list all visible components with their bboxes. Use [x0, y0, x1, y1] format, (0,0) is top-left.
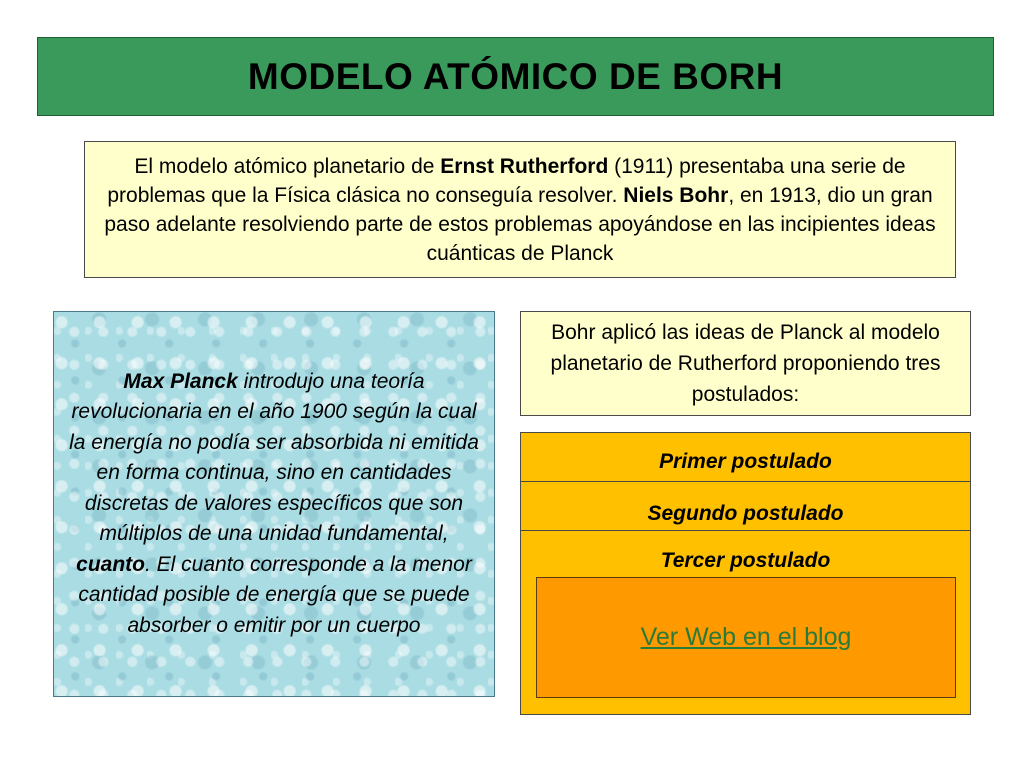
intro-text-part: El modelo atómico planetario de: [134, 154, 441, 178]
first-postulate-box[interactable]: [520, 432, 971, 482]
page-title: MODELO ATÓMICO DE BORH: [247, 55, 784, 97]
second-postulate-box[interactable]: [520, 481, 971, 531]
blog-box: [536, 577, 956, 698]
planck-text-part: introdujo una teoría revolucionaria en el año 1900 según la cual la energía no podía ser absorbida ni emitida en forma continua, sino en cantidades discretas de valores específicos que son múltiplos de una unidad fundamental,: [69, 369, 479, 546]
planck-box: [53, 311, 495, 697]
intro-text-part: (1911) presentaba una serie de problemas que la Física clásica no conseguía resolver.: [107, 154, 906, 207]
planck-cuanto: cuanto: [76, 552, 145, 576]
intro-bohr: Niels Bohr: [623, 183, 729, 207]
first-postulate-label: Primer postulado: [659, 450, 832, 473]
bohr-text: Bohr aplicó las ideas de Planck al modelo planetario de Rutherford proponiendo tres postulados:: [550, 321, 941, 406]
bohr-box: [520, 311, 971, 416]
second-postulate-label: Segundo postulado: [647, 502, 844, 525]
title-banner: [37, 37, 994, 116]
intro-text: [99, 152, 941, 268]
third-postulate-label: Tercer postulado: [660, 549, 831, 572]
intro-rutherford: Ernst Rutherford: [440, 154, 609, 178]
blog-link[interactable]: Ver Web en el blog: [640, 623, 852, 651]
planck-name: Max Planck: [123, 369, 238, 393]
planck-text-part: . El cuanto corresponde a la menor cantidad posible de energía que se puede absorber o emitir por un cuerpo: [78, 552, 472, 637]
planck-text: [68, 367, 480, 642]
intro-box: [84, 141, 956, 278]
intro-text-part: , en 1913, dio un gran paso adelante resolviendo parte de estos problemas apoyándose en las incipientes ideas cuánticas de Planck: [104, 183, 936, 265]
